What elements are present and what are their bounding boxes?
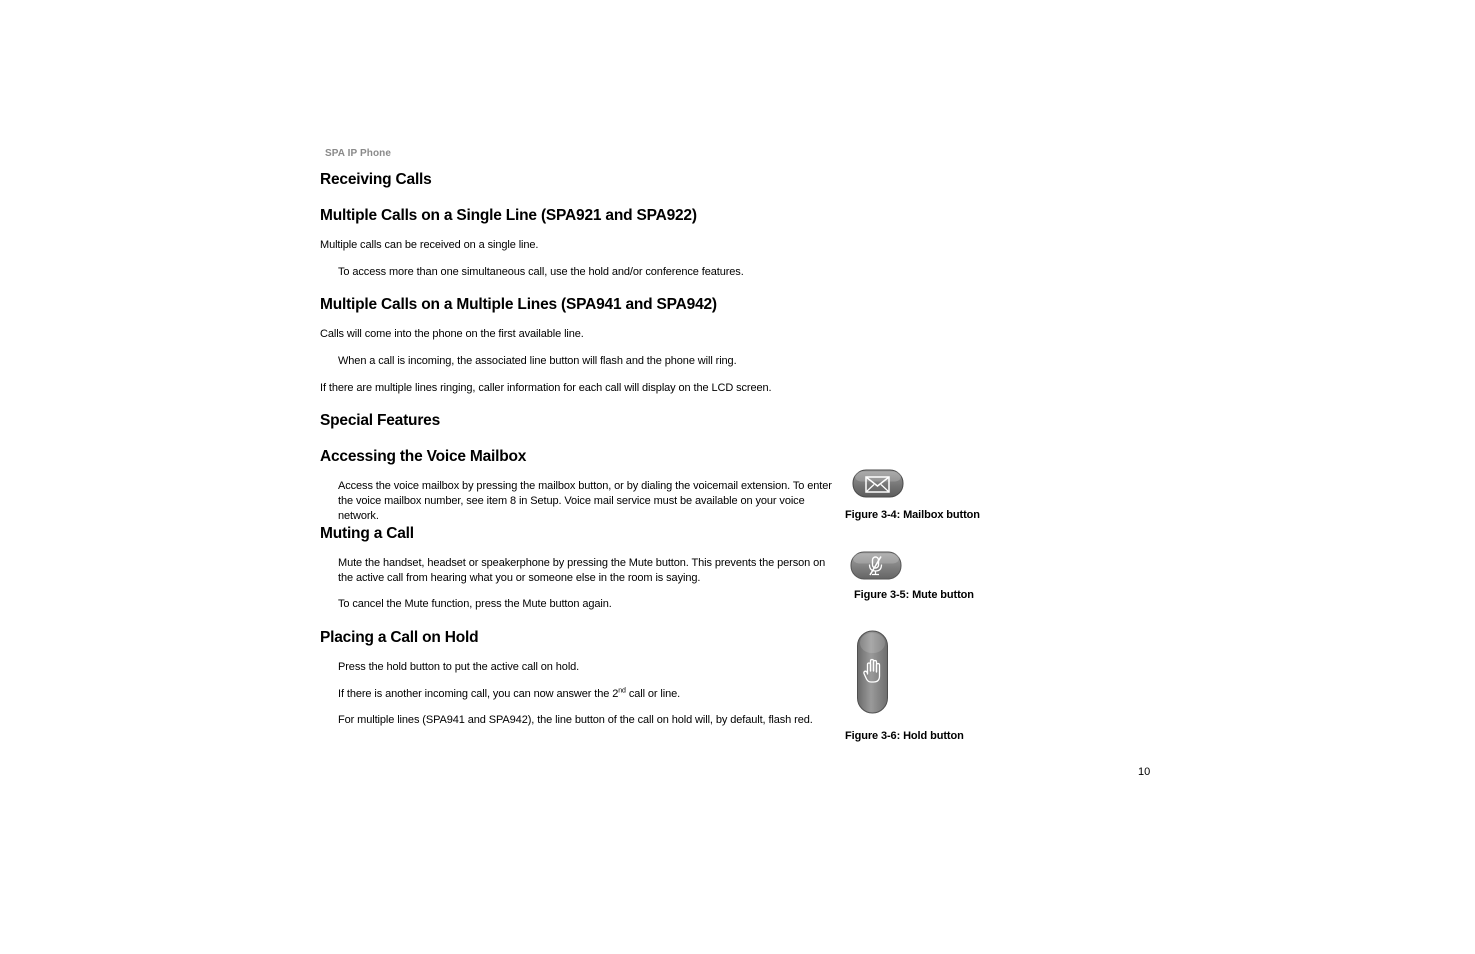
heading-multiple-lines: Multiple Calls on a Multiple Lines (SPA941 and SPA942) — [320, 296, 717, 313]
running-head: SPA IP Phone — [325, 148, 392, 159]
paragraph-muting-2: To cancel the Mute function, press the Mute button again. — [338, 598, 612, 610]
hand-icon — [856, 630, 889, 715]
heading-hold: Placing a Call on Hold — [320, 629, 479, 646]
paragraph-hold-2-tail: call or line. — [625, 688, 681, 700]
envelope-icon — [852, 469, 904, 499]
paragraph-hold-2 — [338, 687, 680, 702]
mute-button-figure — [850, 551, 902, 581]
hold-button-figure — [856, 630, 889, 715]
paragraph-voice-mailbox-1: Access the voice mailbox by pressing the mailbox button, or by dialing the voicemail extension. To enter the voice mailbox number, see item 8 in Setup. Voice mail service must be available on your voice network. — [338, 480, 832, 522]
mailbox-button-figure — [852, 469, 904, 499]
paragraph-multiple-lines-3: If there are multiple lines ringing, caller information for each call will display on the LCD screen. — [320, 382, 772, 394]
heading-single-line: Multiple Calls on a Single Line (SPA921 and SPA922) — [320, 207, 697, 224]
heading-voice-mailbox: Accessing the Voice Mailbox — [320, 448, 527, 465]
paragraph-multiple-lines-1: Calls will come into the phone on the first available line. — [320, 328, 584, 340]
figure-caption-mute: Figure 3-5: Mute button — [854, 589, 974, 601]
paragraph-muting-1: Mute the handset, headset or speakerphone by pressing the Mute button. This prevents the person on the active call from hearing what you or someone else in the room is saying. — [338, 557, 826, 584]
page-number: 10 — [1138, 766, 1151, 778]
paragraph-hold-1: Press the hold button to put the active call on hold. — [338, 661, 580, 673]
paragraph-hold-3: For multiple lines (SPA941 and SPA942), the line button of the call on hold will, by default, flash red. — [338, 714, 813, 726]
figure-caption-hold: Figure 3-6: Hold button — [845, 730, 964, 742]
heading-muting: Muting a Call — [320, 525, 414, 542]
paragraph-multiple-lines-2: When a call is incoming, the associated line button will flash and the phone will ring. — [338, 355, 737, 367]
paragraph-single-line-2: To access more than one simultaneous call, use the hold and/or conference features. — [338, 266, 744, 278]
figure-caption-mailbox: Figure 3-4: Mailbox button — [845, 509, 980, 521]
paragraph-hold-2-text: If there is another incoming call, you can now answer the 2 — [338, 688, 619, 700]
paragraph-single-line-1: Multiple calls can be received on a single line. — [320, 239, 539, 251]
heading-special-features: Special Features — [320, 412, 440, 429]
muted-microphone-icon — [850, 551, 902, 581]
ordinal-superscript: nd — [618, 687, 626, 695]
heading-receiving-calls: Receiving Calls — [320, 171, 432, 188]
